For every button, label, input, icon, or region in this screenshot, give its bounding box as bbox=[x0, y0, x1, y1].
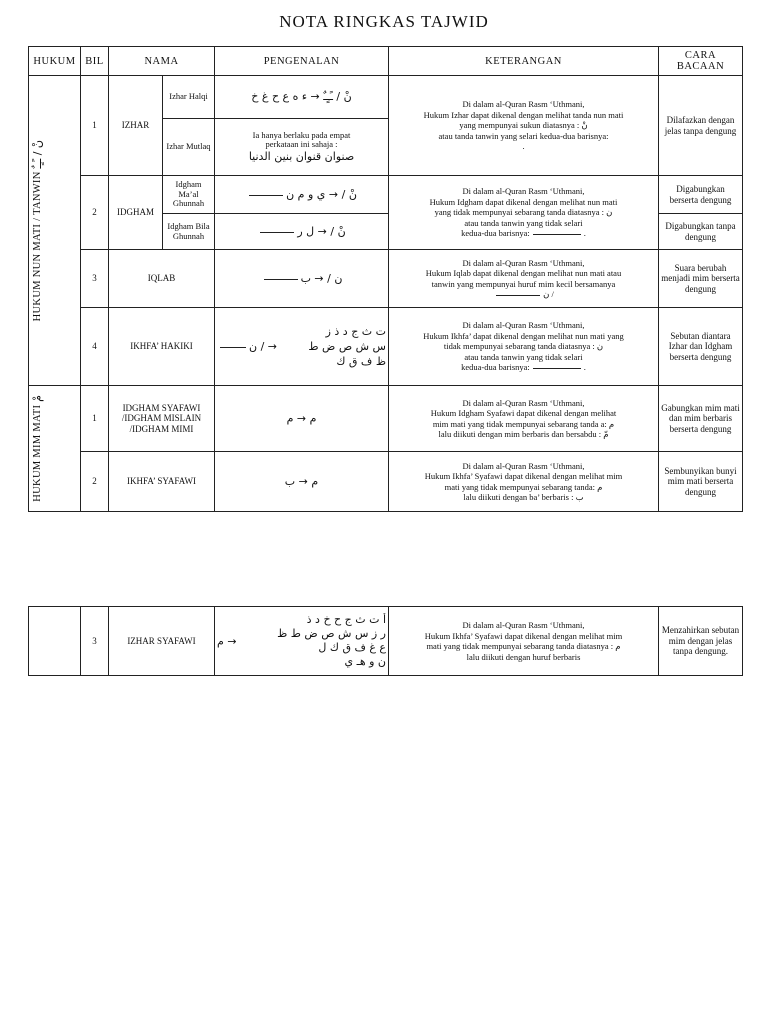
keterangan-line: tidak mempunyai sebarang tanda diatasnya : ن bbox=[443, 341, 604, 352]
pengenalan-cell: نْ / ـًـٍـٌ → ء ه ع ح غ خ bbox=[215, 76, 389, 119]
arrow-icon: → bbox=[328, 188, 339, 201]
table-row bbox=[29, 386, 743, 452]
nama-cell: IQLAB bbox=[109, 250, 215, 308]
pengenalan-layout bbox=[217, 324, 386, 369]
pengenalan-left bbox=[217, 613, 251, 669]
pengenalan-cell bbox=[215, 214, 389, 250]
keterangan-cell bbox=[389, 250, 659, 308]
blank-line bbox=[220, 347, 246, 348]
nama-cell: IDGHAM SYAFAWI /IDGHAM MISLAIN /IDGHAM MIMI bbox=[109, 386, 215, 452]
nama-cell: IDGHAM bbox=[109, 176, 163, 250]
group-label: HUKUM NUN MATI / TANWIN bbox=[32, 171, 43, 322]
keterangan-line: Hukum Ikhfa’ dapat dikenal dengan melihat nun mati yang bbox=[423, 330, 624, 341]
tajwid-table bbox=[28, 46, 743, 512]
pengenalan-right bbox=[287, 324, 386, 369]
letters: ب bbox=[300, 272, 311, 285]
header-row bbox=[29, 47, 743, 76]
keterangan-line: yang tidak mempunyai sebarang tanda diatasnya : ن bbox=[434, 207, 613, 218]
keterangan-line: mati yang tidak mempunyai sebarang tanda: م bbox=[444, 481, 603, 492]
letters: ي و م ن bbox=[286, 188, 326, 201]
blank-line bbox=[264, 279, 298, 280]
nama-cell: IZHAR SYAFAWI bbox=[109, 607, 215, 676]
letters: ب bbox=[284, 475, 296, 488]
keterangan-line: yang mempunyai sukun diatasnya : نْ bbox=[459, 120, 588, 131]
keterangan-line: Hukum Ikhfa’ Syafawi dapat dikenal dengan melihat mim bbox=[424, 471, 623, 481]
pengenalan-cell bbox=[215, 308, 389, 386]
group-mim-mati bbox=[29, 386, 81, 512]
table-row bbox=[29, 76, 743, 119]
nun-symbol: نْ / bbox=[341, 188, 357, 201]
cara-cell: Sembunyikan bunyi mim mati berserta dengung bbox=[659, 452, 743, 512]
keterangan-line: lalu diikuti dengan huruf berbaris bbox=[466, 651, 581, 662]
pengenalan-right bbox=[251, 613, 386, 669]
bil-cell: 4 bbox=[81, 308, 109, 386]
arrow-icon: → bbox=[296, 412, 307, 425]
cara-cell: Digabungkan berserta dengung bbox=[659, 176, 743, 214]
keterangan-line: Hukum Ikhfa’ Syafawi dapat dikenal dengan melihat mim bbox=[424, 630, 623, 641]
cara-cell: Suara berubah menjadi mim berserta dengung bbox=[659, 250, 743, 308]
letters: س ش ص ض ط bbox=[308, 340, 386, 353]
table-row bbox=[29, 308, 743, 386]
subnama-cell: Izhar Halqi bbox=[163, 76, 215, 119]
keterangan-line: Hukum Iqlab dapat dikenal dengan melihat nun mati atau bbox=[425, 268, 622, 278]
blank-line bbox=[260, 232, 294, 233]
blank-line bbox=[249, 195, 283, 196]
letters: ر ز س ش ص ض ط ظ bbox=[277, 627, 386, 640]
cara-cell: Sebutan diantara Izhar dan Idgham berserta dengung bbox=[659, 308, 743, 386]
keterangan-line: atau tanda tanwin yang selari kedua-dua barisnya: bbox=[438, 130, 609, 141]
nun-symbol: ن / bbox=[327, 272, 343, 285]
header-keterangan: KETERANGAN bbox=[389, 47, 659, 76]
pengenalan-cell bbox=[215, 119, 389, 176]
keterangan-line: ن / bbox=[391, 289, 656, 300]
mim-symbol: م bbox=[217, 634, 224, 648]
pengenalan-layout bbox=[217, 613, 386, 669]
subnama-cell: Idgham Ma’al Ghunnah bbox=[163, 176, 215, 214]
pengenalan-arabic: صنوان قنوان بنين الدنيا bbox=[248, 149, 355, 163]
pengenalan-cell bbox=[215, 607, 389, 676]
keterangan-line: tanwin yang mempunyai huruf mim kecil bersamanya bbox=[431, 278, 616, 289]
keterangan-line: kedua-dua barisnya: . bbox=[461, 362, 586, 373]
arrow-icon: → bbox=[317, 225, 327, 238]
group-label: HUKUM MIM MATI bbox=[32, 404, 43, 502]
page-title: NOTA RINGKAS TAJWID bbox=[279, 12, 489, 31]
arrow-icon: → bbox=[298, 475, 308, 488]
letters: ل ر bbox=[297, 225, 315, 238]
keterangan-line: Hukum Idgham dapat dikenal dengan melihat nun mati bbox=[429, 196, 618, 207]
group-nun-mati bbox=[29, 76, 81, 386]
arrow-icon: → bbox=[227, 634, 237, 648]
keterangan-cell bbox=[389, 76, 659, 176]
letters: ن و هـ ي bbox=[344, 655, 386, 668]
keterangan-line: atau tanda tanwin yang tidak selari bbox=[464, 217, 583, 228]
pengenalan-cell bbox=[215, 452, 389, 512]
bil-cell: 3 bbox=[81, 607, 109, 676]
keterangan-line: Di dalam al-Quran Rasm ‘Uthmani, bbox=[462, 320, 585, 331]
mim-symbol: م bbox=[309, 412, 317, 425]
group-symbol: نْ / ـًـٍـٌ bbox=[31, 139, 44, 169]
pengenalan-cell bbox=[215, 176, 389, 214]
mim-symbol: م bbox=[311, 475, 319, 488]
bil-cell: 2 bbox=[81, 176, 109, 250]
blank-line bbox=[496, 295, 540, 296]
letters: أ ت ث ج ح خ د ذ bbox=[306, 613, 386, 626]
nun-symbol: نْ / bbox=[330, 225, 346, 238]
keterangan-line: mati yang tidak mempunyai sebarang tanda diatasnya : م bbox=[426, 641, 621, 651]
keterangan-cell bbox=[389, 176, 659, 250]
pengenalan-text: perkataan ini sahaja : bbox=[265, 139, 338, 149]
blank-line bbox=[533, 234, 581, 235]
tajwid-table-extra bbox=[28, 606, 743, 676]
cara-cell: Digabungkan tanpa dengung bbox=[659, 214, 743, 250]
keterangan-line: kedua-dua barisnya: . bbox=[461, 228, 586, 239]
keterangan-line: atau tanda tanwin yang tidak selari bbox=[464, 351, 583, 362]
keterangan-line: Hukum Izhar dapat dikenal dengan melihat tanda nun mati bbox=[423, 109, 624, 120]
nun-symbol: ن / bbox=[249, 340, 265, 353]
letters: م bbox=[286, 412, 294, 425]
pengenalan-cell bbox=[215, 386, 389, 452]
subnama-cell: Izhar Mutlaq bbox=[163, 119, 215, 176]
keterangan-line: Di dalam al-Quran Rasm ‘Uthmani, bbox=[462, 460, 585, 471]
keterangan-line: Di dalam al-Quran Rasm ‘Uthmani, bbox=[462, 257, 585, 268]
pengenalan-left bbox=[217, 324, 287, 369]
keterangan-line: mim mati yang tidak mempunyai sebarang tanda a: م bbox=[432, 418, 615, 429]
bil-cell: 1 bbox=[81, 76, 109, 176]
pengenalan-cell bbox=[215, 250, 389, 308]
pengenalan-text: Ia hanya berlaku pada empat bbox=[252, 129, 351, 140]
cara-cell: Gabungkan mim mati dan mim berbaris berserta dengung bbox=[659, 386, 743, 452]
keterangan-cell bbox=[389, 452, 659, 512]
keterangan-line: . bbox=[522, 141, 525, 152]
table-row bbox=[29, 176, 743, 214]
letters: ت ث ج د ذ ز bbox=[325, 325, 386, 338]
header-pengenalan: PENGENALAN bbox=[215, 47, 389, 76]
keterangan-cell bbox=[389, 308, 659, 386]
table-row bbox=[29, 452, 743, 512]
keterangan-line: Di dalam al-Quran Rasm ‘Uthmani, bbox=[462, 99, 585, 110]
keterangan-line: Di dalam al-Quran Rasm ‘Uthmani, bbox=[462, 397, 585, 408]
keterangan-cell bbox=[389, 386, 659, 452]
arrow-icon: → bbox=[314, 272, 324, 285]
group-empty bbox=[29, 607, 81, 676]
arrow-icon: → bbox=[267, 340, 277, 353]
letters: ع غ ف ق ك ل bbox=[318, 641, 386, 654]
table-row bbox=[29, 250, 743, 308]
nama-cell: IZHAR bbox=[109, 76, 163, 176]
header-hukum: HUKUM bbox=[29, 47, 81, 76]
keterangan-line: Di dalam al-Quran Rasm ‘Uthmani, bbox=[462, 186, 585, 197]
header-bil: BIL bbox=[81, 47, 109, 76]
subnama-cell: Idgham Bila Ghunnah bbox=[163, 214, 215, 250]
header-cara-bacaan: CARA BACAAN bbox=[659, 47, 743, 76]
keterangan-line: Di dalam al-Quran Rasm ‘Uthmani, bbox=[462, 620, 585, 630]
keterangan-line: lalu diikuti dengan ba’ berbaris : ب bbox=[463, 492, 584, 502]
bil-cell: 2 bbox=[81, 452, 109, 512]
header-nama: NAMA bbox=[109, 47, 215, 76]
keterangan-line: lalu diikuti dengan mim berbaris dan bersabdu : مّ bbox=[438, 429, 609, 439]
table-row bbox=[29, 607, 743, 676]
letters: ظ ف ق ك bbox=[336, 355, 386, 368]
cara-cell: Dilafazkan dengan jelas tanpa dengung bbox=[659, 76, 743, 176]
nama-cell: IKHFA’ HAKIKI bbox=[109, 308, 215, 386]
nama-cell: IKHFA’ SYAFAWI bbox=[109, 452, 215, 512]
keterangan-cell bbox=[389, 607, 659, 676]
cara-cell: Menzahirkan sebutan mim dengan jelas tanpa dengung. bbox=[659, 607, 743, 676]
bil-cell: 1 bbox=[81, 386, 109, 452]
blank-line bbox=[533, 368, 581, 369]
keterangan-line: Hukum Idgham Syafawi dapat dikenal dengan melihat bbox=[430, 408, 617, 418]
group-symbol: مْ bbox=[31, 395, 44, 402]
bil-cell: 3 bbox=[81, 250, 109, 308]
